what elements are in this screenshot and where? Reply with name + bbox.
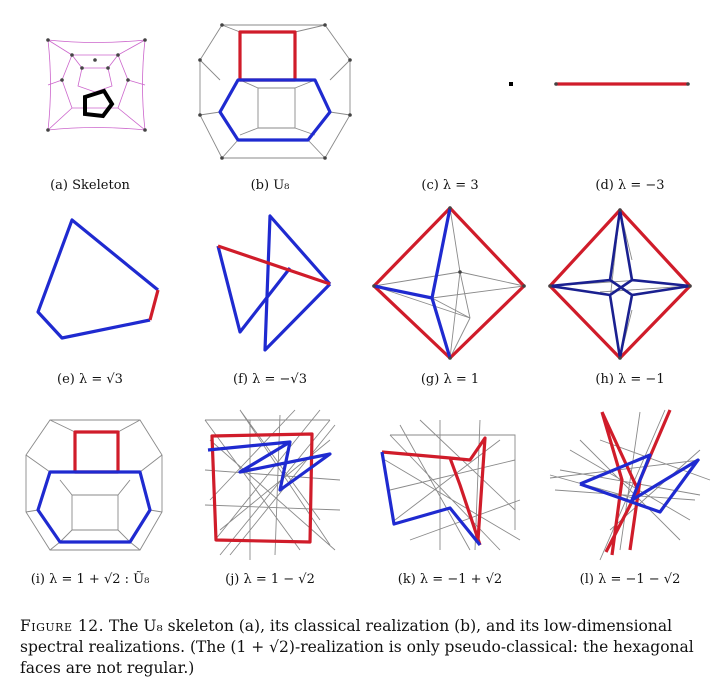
panel-e-lambda-sqrt3 [0,200,180,400]
lambda-1-plus-sqrt2-graph [0,400,180,600]
caption-e: (e) λ = √3 [57,372,123,387]
panel-i-lambda-1-plus-sqrt2 [0,400,180,600]
caption-d: (d) λ = −3 [595,178,665,193]
panel-h-lambda-minus-1 [540,200,720,400]
lambda-minus-3-graph [540,0,720,200]
caption-i: (i) λ = 1 + √2 : Ũ₈ [30,572,150,587]
lambda-1-minus-sqrt2-graph [180,400,360,600]
lambda-1-graph [360,200,540,400]
panel-a-skeleton [0,0,180,200]
single-point [509,82,513,86]
figure-caption [20,616,710,679]
figure-label: Figure 12. [20,617,105,635]
panel-g-lambda-1 [360,200,540,400]
lambda-minus-1-plus-sqrt2-graph [360,400,540,600]
caption-l: (l) λ = −1 − √2 [579,572,681,587]
figure-caption-text: The U₈ skeleton (a), its classical realization (b), and its low-dimensional spectral realizations. (The (1 + √2)-realization is only pseudo-classical: the hexagonal faces are not regular.) [20,617,694,677]
panel-l-lambda-minus-1-minus-sqrt2 [540,400,720,600]
caption-a: (a) Skeleton [50,178,130,193]
skeleton-graph [0,0,180,200]
caption-j: (j) λ = 1 − √2 [225,572,315,587]
caption-c: (c) λ = 3 [421,178,479,193]
caption-k: (k) λ = −1 + √2 [397,572,503,587]
lambda-3-graph [360,0,540,200]
panel-j-lambda-1-minus-sqrt2 [180,400,360,600]
panel-d-lambda-minus-3 [540,0,720,200]
panel-f-lambda-minus-sqrt3 [180,200,360,400]
lambda-sqrt3-graph [0,200,180,400]
caption-f: (f) λ = −√3 [233,372,307,387]
caption-g: (g) λ = 1 [420,372,480,387]
lambda-minus-1-graph [540,200,720,400]
lambda-minus-1-minus-sqrt2-graph [540,400,720,600]
caption-b: (b) U₈ [250,178,290,193]
panel-k-lambda-minus-1-plus-sqrt2 [360,400,540,600]
u8-realization-graph [180,0,360,200]
panel-c-lambda-3 [360,0,540,200]
lambda-minus-sqrt3-graph [180,200,360,400]
caption-h: (h) λ = −1 [595,372,665,387]
panel-b-u8 [180,0,360,200]
